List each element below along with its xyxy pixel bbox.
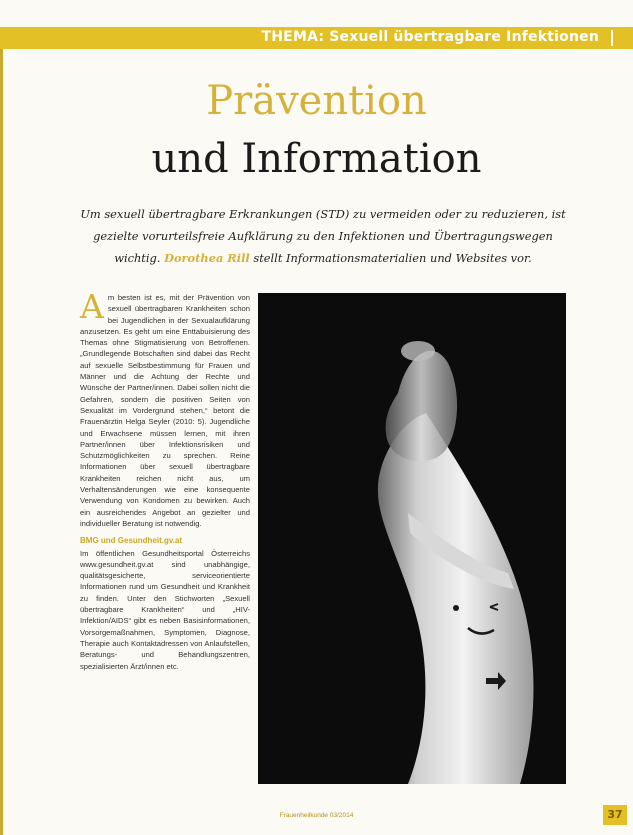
title-line-1: Prävention <box>206 78 427 124</box>
body-paragraph-1: m besten ist es, mit der Prävention von sexuell übertragbaren Krankheiten schon bei Jugendlichen in der Sexualaufklärung anzusetzen. Es geht um eine Enttabuisierung des Themas ohne Stigmatisierung von Betroffenen. „Grundlegende Botschaften sind dabei das Recht auf sexuelle Selbstbestimmung für Frauen und Männer und die Achtung der Rechte und Wünsche der Partner/innen. Dabei sollen nicht die Gefahren, sondern die positiven Seiten von Sexualität im Vordergrund stehen,“ betont die Frauenärztin Helga Seyler (2010: 5). Jugendliche und Erwachsene müssen lernen, mit ihren Partner/innen über Infektionsrisiken und Schutzmöglichkeiten zu sprechen. Reine Informationen über sexuell übertragbare Krankheiten reichen nicht aus, um Verhaltensänderungen wie eine konsequente Verwendung von Kondomen zu bewirken. Auch ein ausreichendes Angebot an gezielter und individueller Beratung ist notwendig. <box>80 293 250 528</box>
author-name: Dorothea Rill <box>164 251 250 265</box>
banana-condom-photo <box>258 293 566 784</box>
photo-illustration <box>258 293 566 784</box>
header-divider <box>611 30 613 46</box>
section-tag: THEMA: Sexuell übertragbare Infektionen <box>261 29 599 45</box>
lead-paragraph <box>78 203 568 269</box>
lead-text-end: stellt Informationsmaterialien und Websites vor. <box>253 251 532 265</box>
body-column <box>80 287 250 672</box>
lead-text: Um sexuell übertragbare Erkrankungen (STD) zu vermeiden oder zu reduzieren, ist gezielte vorurteilsfreie Aufklärung zu den Infektionen und Übertragungswegen wichtig. <box>80 207 566 265</box>
footer-text: Frauenheilkunde 03/2014 <box>279 812 354 819</box>
drop-cap: A <box>80 287 104 326</box>
header-bar <box>0 27 633 49</box>
body-paragraph-2: Im öffentlichen Gesundheitsportal Österreichs www.gesundheit.gv.at sind unabhängige, qualitätsgesicherte, serviceorientierte Informationen rund um Gesundheit und Krankheit zu finden. Unter den Stichworten „Sexuell übertragbare Krankheiten“ und „HIV-Infektion/AIDS“ gibt es neben Basisinformationen, Vorsorgemaßnahmen, Symptomen, Diagnose, Therapie auch Kontaktadressen von Anlaufstellen, Beratungs- und Behandlungszentren, spezialisierten Ärzt/innen etc. <box>80 548 250 671</box>
subheading: BMG und Gesundheit.gv.at <box>80 536 183 546</box>
page-number: 37 <box>603 805 627 825</box>
title-line-2: und Information <box>151 136 482 182</box>
